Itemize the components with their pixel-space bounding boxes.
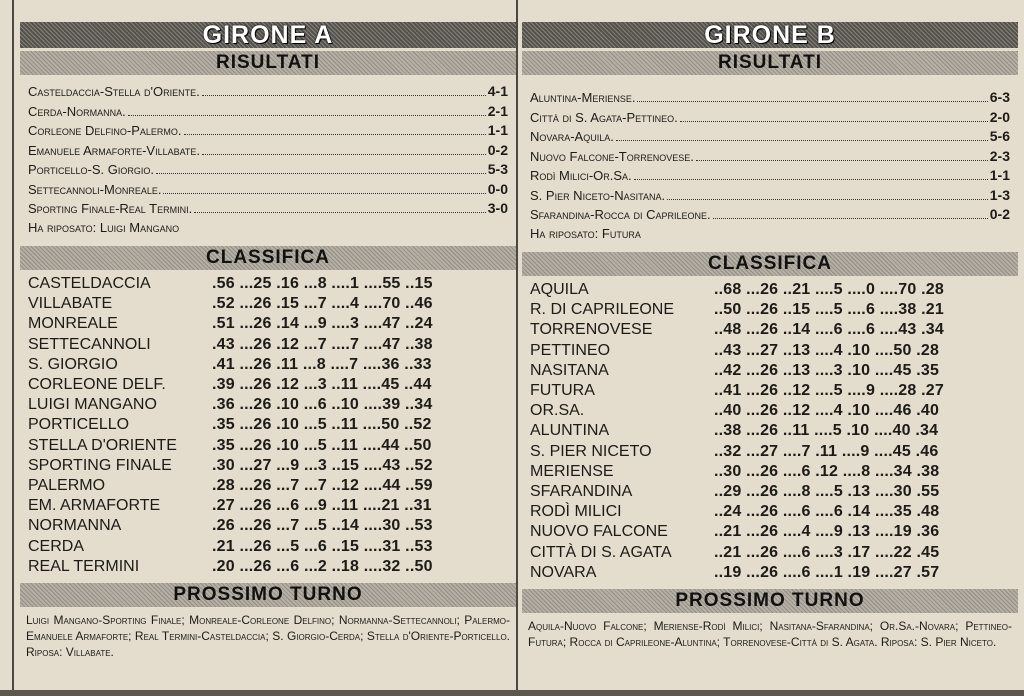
result-row: Settecannoli-Monreale. 0-0 — [28, 180, 508, 197]
girone-a-standings — [20, 270, 516, 577]
standings-row: SPORTING FINALE .30 ...27 ...9 ...3 ..15 ....43 ..52 — [28, 456, 433, 474]
girone-b-next-fixtures: Aquila-Nuovo Falcone; Meriense-Rodì Milici; Nasitana-Sfarandina; Or.Sa.-Novara; Pettineo-Futura; Rocca di Caprileone-Aluntina; Torrenovese-Città di S. Agata. Riposa: S. Pier Niceto. — [528, 618, 1012, 649]
standings-row: CASTELDACCIA .56 ...25 .16 ...8 ....1 ....55 ..15 — [28, 275, 433, 293]
standings-row: FUTURA ..41 ...26 ..12 ....5 ....9 ....28 .27 — [530, 382, 944, 400]
girone-b-title: GIRONE B — [522, 22, 1018, 48]
result-row: Porticello-S. Giorgio. 5-3 — [28, 161, 508, 177]
riposo-note: Ha riposato: Futura — [530, 225, 641, 241]
standings-row: MERIENSE ..30 ...26 ....6 .12 ....8 ....34 .38 — [530, 462, 940, 480]
standings-row: NORMANNA .26 ...26 ...7 ...5 ..14 ....30 ..53 — [28, 517, 433, 535]
girone-a-column — [20, 0, 516, 696]
result-row: Rodì Milici-Or.Sa. 1-1 — [530, 167, 1010, 183]
girone-a-title: GIRONE A — [20, 22, 516, 48]
standings-row: PORTICELLO .35 ...26 .10 ...5 ..11 ....50 ..52 — [28, 416, 432, 434]
result-row: Sfarandina-Rocca di Caprileone. 0-2 — [530, 206, 1010, 222]
standings-row: CERDA .21 ...26 ...5 ...6 ..15 ....31 ..53 — [28, 537, 433, 555]
standings-row: ALUNTINA ..38 ...26 ..11 ....5 .10 ....40 .34 — [530, 422, 939, 440]
left-border — [12, 0, 14, 696]
standings-row: TORRENOVESE ..48 ...26 ..14 ....6 ....6 ....43 .34 — [530, 321, 944, 339]
standings-row: PETTINEO ..43 ...27 ..13 ....4 .10 ....50 .28 — [530, 341, 940, 359]
column-divider — [516, 0, 518, 696]
girone-b-results-title: RISULTATI — [522, 51, 1018, 75]
standings-row: CORLEONE DELF. .39 ...26 .12 ...3 ..11 ....45 ..44 — [28, 376, 432, 394]
girone-b-standings-title: CLASSIFICA — [522, 252, 1018, 276]
standings-row: NOVARA ..19 ...26 ....6 ....1 .19 ....27 .57 — [530, 563, 940, 581]
standings-row: OR.SA. ..40 ...26 ..12 ....4 .10 ....46 .40 — [530, 402, 940, 420]
result-row: Emanuele Armaforte-Villabate. 0-2 — [28, 141, 508, 158]
standings-row: EM. ARMAFORTE .27 ...26 ...6 ...9 ..11 ....21 ..31 — [28, 497, 432, 515]
standings-row: RODÌ MILICI ..24 ...26 ....6 ....6 .14 ....35 .48 — [530, 503, 940, 521]
result-row: Sporting Finale-Real Termini. 3-0 — [28, 200, 508, 216]
standings-row: PALERMO .28 ...26 ...7 ...7 ..12 ....44 ..59 — [28, 476, 433, 494]
result-row: Nuovo Falcone-Torrenovese. 2-3 — [530, 147, 1010, 164]
girone-a-next-fixtures: Luigi Mangano-Sporting Finale; Monreale-Corleone Delfino; Normanna-Settecannoli; Palermo-Emanuele Armaforte; Real Termini-Casteldaccia; S. Giorgio-Cerda; Stella d'Oriente-Porticello. Riposa: Villabate. — [26, 612, 510, 659]
girone-a-results — [20, 75, 516, 243]
standings-row: R. DI CAPRILEONE ..50 ...26 ..15 ....5 ....6 ....38 .21 — [530, 301, 944, 319]
result-row: Corleone Delfino-Palermo. 1-1 — [28, 122, 508, 138]
result-row: Cerda-Normanna. 2-1 — [28, 102, 508, 119]
standings-row: NUOVO FALCONE ..21 ...26 ....4 ....9 .13 ....19 .36 — [530, 523, 940, 541]
girone-a-next-title: PROSSIMO TURNO — [20, 583, 516, 607]
girone-a-standings-title: CLASSIFICA — [20, 246, 516, 270]
girone-b-results — [522, 75, 1018, 249]
result-row: Aluntina-Meriense. 6-3 — [530, 89, 1010, 105]
standings-row: STELLA D'ORIENTE .35 ...26 .10 ...5 ..11 ....44 ..50 — [28, 436, 432, 454]
standings-row: S. PIER NICETO ..32 ...27 ....7 .11 ....9 ....45 .46 — [530, 442, 939, 460]
standings-row: S. GIORGIO .41 ...26 .11 ...8 ....7 ....36 ..33 — [28, 355, 432, 373]
standings-row: SETTECANNOLI .43 ...26 .12 ...7 ....7 ....47 ..38 — [28, 335, 433, 353]
bottom-band — [0, 690, 1024, 696]
standings-row: SFARANDINA ..29 ...26 ....8 ....5 .13 ....30 .55 — [530, 482, 940, 500]
girone-a-results-title: RISULTATI — [20, 51, 516, 75]
result-row: Città di S. Agata-Pettineo. 2-0 — [530, 108, 1010, 125]
standings-row: CITTÀ DI S. AGATA ..21 ...26 ....6 ....3 .17 ....22 .45 — [530, 543, 940, 561]
standings-row: MONREALE .51 ...26 .14 ...9 ....3 ....47 ..24 — [28, 315, 433, 333]
result-row: Casteldaccia-Stella d'Oriente. 4-1 — [28, 83, 508, 99]
result-row: Novara-Aquila. 5-6 — [530, 128, 1010, 144]
girone-b-standings — [522, 276, 1018, 583]
standings-row: REAL TERMINI .20 ...26 ...6 ...2 ..18 ....32 ..50 — [28, 557, 433, 575]
result-row: S. Pier Niceto-Nasitana. 1-3 — [530, 186, 1010, 203]
standings-row: LUIGI MANGANO .36 ...26 .10 ...6 ..10 ....39 ..34 — [28, 396, 433, 414]
standings-row: VILLABATE .52 ...26 .15 ...7 ....4 ....70 ..46 — [28, 295, 433, 313]
standings-row: AQUILA ..68 ...26 ..21 ....5 ....0 ....70 .28 — [530, 281, 944, 299]
riposo-note: Ha riposato: Luigi Mangano — [28, 219, 180, 235]
girone-b-next-title: PROSSIMO TURNO — [522, 589, 1018, 613]
standings-row: NASITANA ..42 ...26 ..13 ....3 .10 ....45 .35 — [530, 361, 940, 379]
girone-b-column — [522, 0, 1018, 696]
